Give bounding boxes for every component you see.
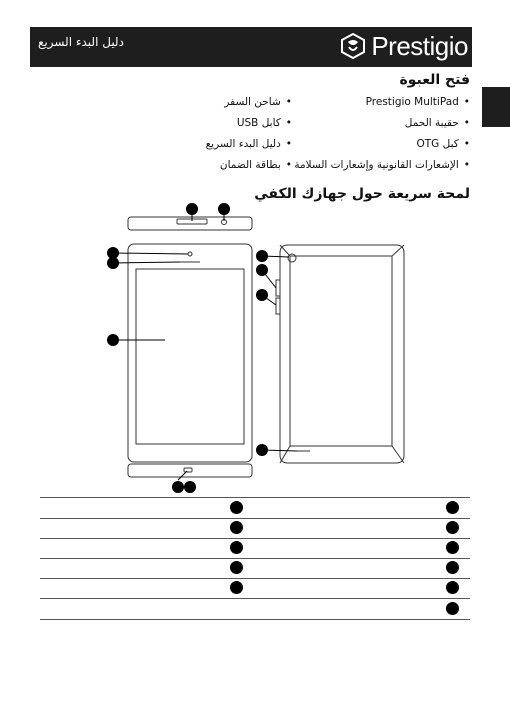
device-back [280,245,404,463]
leader-line [113,253,188,254]
list-item: • كابل USB [206,113,292,134]
legend-divider [40,518,470,519]
list-item: • كبل OTG [294,134,470,155]
callout-marker [184,481,196,493]
legend-marker [446,501,459,514]
legend-marker [446,581,459,594]
legend-divider [40,598,470,599]
callout-marker [256,250,268,262]
callout-marker [256,289,268,301]
list-item: • بطاقة الضمان [206,155,292,176]
leader-line [178,471,187,480]
side-button-outline [276,280,280,296]
package-title: فتح العبوة [399,72,470,88]
device-back-corner [280,245,290,256]
legend-divider [40,619,470,620]
legend-divider [40,558,470,559]
device-back-corner [280,446,290,463]
callout-marker [256,264,268,276]
device-back-inner [290,256,392,446]
legend-divider [40,538,470,539]
list-item: • الإشعارات القانونية وإشعارات السلامة [294,155,470,176]
side-button-outline [276,298,280,314]
list-item: • شاحن السفر [206,92,292,113]
front-camera-outline [188,252,192,256]
device-back-corner [392,446,404,463]
brand-name: Prestigio [371,31,468,61]
callout-marker [172,481,184,493]
list-item: • Prestigio MultiPad [294,92,470,113]
leader-line [113,262,180,263]
legend-marker [446,521,459,534]
callout-marker [107,334,119,346]
legend-marker [446,541,459,554]
device-back-corner [392,245,404,256]
legend-marker [230,521,243,534]
header-title: دليل البدء السريع [38,35,124,49]
legend-marker [230,541,243,554]
list-item: • حقيبة الحمل [294,113,470,134]
usb-port-outline [184,468,192,472]
legend-marker [230,561,243,574]
legend-divider [40,578,470,579]
callout-marker [107,257,119,269]
overview-title: لمحة سريعة حول جهازك الكفي [254,186,470,202]
device-bottom-edge [128,464,252,477]
legend-marker [446,561,459,574]
callout-marker [218,203,230,215]
callout-marker [186,203,198,215]
device-front [128,244,252,462]
callout-marker [256,444,268,456]
list-item: • دليل البدء السريع [206,134,292,155]
legend-marker [230,501,243,514]
rear-camera-outline [288,254,296,262]
legend-marker [446,602,459,615]
legend-marker [230,581,243,594]
device-screen [136,269,244,444]
legend-divider [40,497,470,498]
